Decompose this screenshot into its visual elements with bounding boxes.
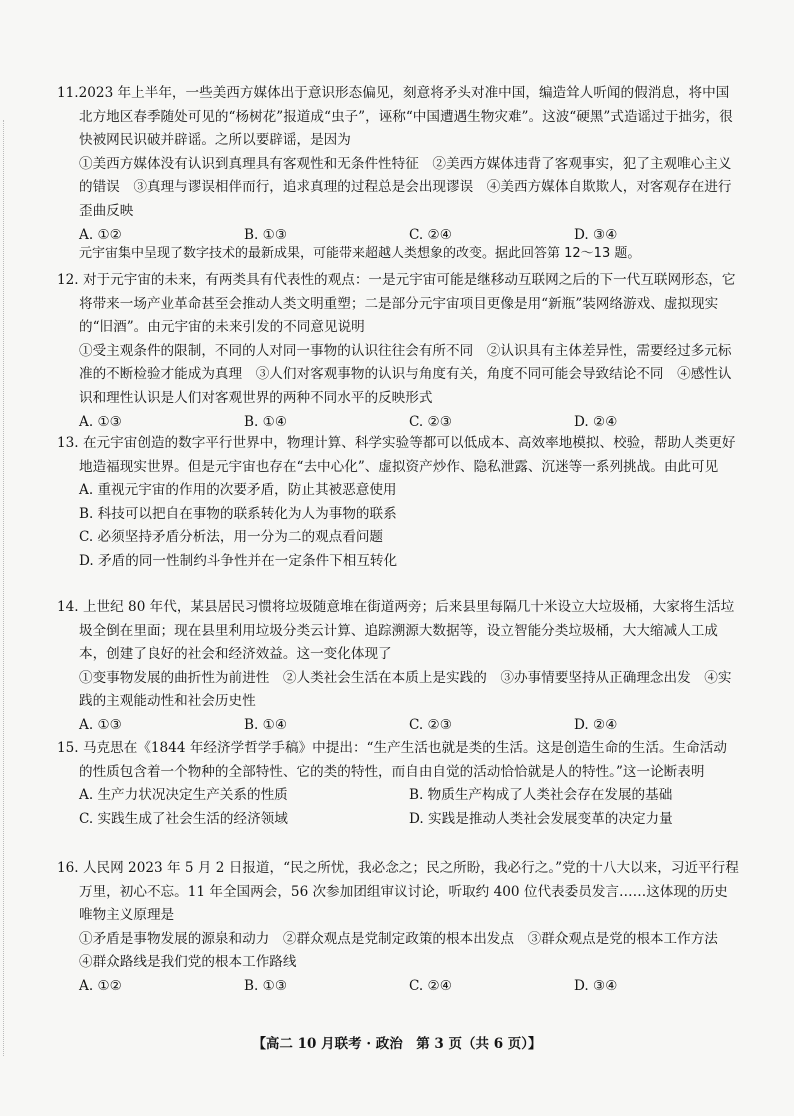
question-12 [57, 269, 739, 434]
option-b: B. ①④ [244, 716, 288, 733]
question-13-stem: 13. 在元宇宙创造的数字平行世界中，物理计算、科学实验等都可以低成本、高效率地模拟、校验，帮助人类更好地造福现实世界。但是元宇宙也存在“去中心化”、虚拟资产炒作、隐私泄露、沉迷等一系列挑战。由此可见 [57, 435, 736, 475]
question-12-stem: 12. 对于元宇宙的未来，有两类具有代表性的观点：一是元宇宙可能是继移动互联网之后的下一代互联网形态，它将带来一场产业革命甚至会推动人类文明重塑；二是部分元宇宙项目更像是用“新瓶”装网络游戏、虚拟现实的“旧酒”。由元宇宙的未来引发的不同意见说明 [57, 272, 736, 336]
question-16 [57, 857, 739, 999]
option-d: D. 实践是推动人类社会发展变革的决定力量 [409, 810, 673, 827]
option-a: A. 重视元宇宙的作用的次要矛盾，防止其被恶意使用 [79, 482, 397, 499]
option-b: B. ①④ [244, 413, 288, 430]
question-15-stem: 15. 马克思在《1844 年经济学哲学手稿》中提出：“生产生活也就是类的生活。这是创造生命的生活。生命活动的性质包含着一个物种的全部特性、它的类的特性，而自由自觉的活动恰恰就是人的特性。”这一论断表明 [57, 740, 727, 780]
question-11-stem: 11.2023 年上半年，一些美西方媒体出于意识形态偏见，刻意将矛头对准中国，编造耸人听闻的假消息，将中国北方地区春季随处可见的“杨树花”报道成“虫子”，诬称“中国遭遇生物灾难”。这波“硬黑”式造谣过于拙劣，很快被网民识破并辟谣。之所以要辟谣，是因为 [57, 85, 733, 149]
option-b: B. 科技可以把自在事物的联系转化为人为事物的联系 [79, 505, 397, 522]
question-15 [57, 737, 739, 831]
question-16-statements: ①矛盾是事物发展的源泉和动力 ②群众观点是党制定政策的根本出发点 ③群众观点是党的根本工作方法 ④群众路线是我们党的根本工作路线 [79, 930, 732, 971]
option-b: B. ①③ [244, 226, 288, 243]
section-intro-12-13: 元宇宙集中呈现了数字技术的最新成果，可能带来超越人类想象的改变。据此回答第 12～13 题。 [79, 246, 641, 261]
option-b: B. 物质生产构成了人类社会存在发展的基础 [409, 787, 673, 804]
option-d: D. 矛盾的同一性制约斗争性并在一定条件下相互转化 [79, 552, 398, 569]
question-12-options [57, 411, 739, 435]
option-a: A. 生产力状况决定生产关系的性质 [79, 787, 288, 804]
option-d: D. ②④ [574, 413, 618, 430]
option-a: A. ①② [79, 977, 122, 994]
question-11-statements: ①美西方媒体没有认识到真理具有客观性和无条件性特征 ②美西方媒体违背了客观事实，犯了主观唯心主义的错误 ③真理与谬误相伴而行，追求真理的过程总是会出现谬误 ④美西方媒体自欺欺人，对客观存在进行歪曲反映 [79, 155, 732, 219]
option-c: C. ②③ [409, 716, 452, 733]
option-d: D. ③④ [574, 226, 618, 243]
question-16-options [57, 975, 739, 999]
option-a: A. ①③ [79, 413, 122, 430]
scan-margin-line [3, 120, 14, 1056]
option-b: B. ①③ [244, 977, 288, 994]
question-14-stem: 14. 上世纪 80 年代，某县居民习惯将垃圾随意堆在街道两旁；后来县里每隔几十米设立大垃圾桶，大家将生活垃圾全倒在里面；现在县里利用垃圾分类云计算、追踪溯源大数据等，设立智能分类垃圾桶，大大缩减人工成本，创建了良好的社会和经济效益。这一变化体现了 [57, 599, 735, 663]
question-12-statements: ①受主观条件的限制，不同的人对同一事物的认识往往会有所不同 ②认识具有主体差异性，需要经过多元标准的不断检验才能成为真理 ③人们对客观事物的认识与角度有关，角度不同可能会导致结论不同 ④感性认识和理性认识是人们对客观世界的两种不同水平的反映形式 [79, 342, 732, 406]
question-13 [57, 432, 739, 574]
question-11 [57, 82, 739, 247]
question-14-options [57, 714, 739, 738]
page-footer: 【高二 10 月联考 · 政治 第 3 页（共 6 页）】 [252, 1036, 542, 1052]
option-c: C. ②④ [409, 977, 452, 994]
option-c: C. 必须坚持矛盾分析法，用一分为二的观点看问题 [79, 529, 384, 546]
option-d: D. ③④ [574, 977, 618, 994]
question-14-statements: ①变事物发展的曲折性为前进性 ②人类社会生活在本质上是实践的 ③办事情要坚持从正确理念出发 ④实践的主观能动性和社会历史性 [79, 669, 732, 710]
option-c: C. 实践生成了社会生活的经济领域 [79, 810, 288, 827]
option-a: A. ①③ [79, 716, 122, 733]
option-d: D. ②④ [574, 716, 618, 733]
option-c: C. ②④ [409, 226, 452, 243]
question-14 [57, 596, 739, 738]
question-16-stem: 16. 人民网 2023 年 5 月 2 日报道，“民之所忧，我必念之；民之所盼，我必行之。”党的十八大以来，习近平行程万里，初心不忘。11 年全国两会，56 次参加团组审议讨论，听取约 400 位代表委员发言……这体现的历史唯物主义原理是 [57, 860, 739, 924]
option-a: A. ①② [79, 226, 122, 243]
option-c: C. ②③ [409, 413, 452, 430]
question-15-options [57, 784, 739, 831]
